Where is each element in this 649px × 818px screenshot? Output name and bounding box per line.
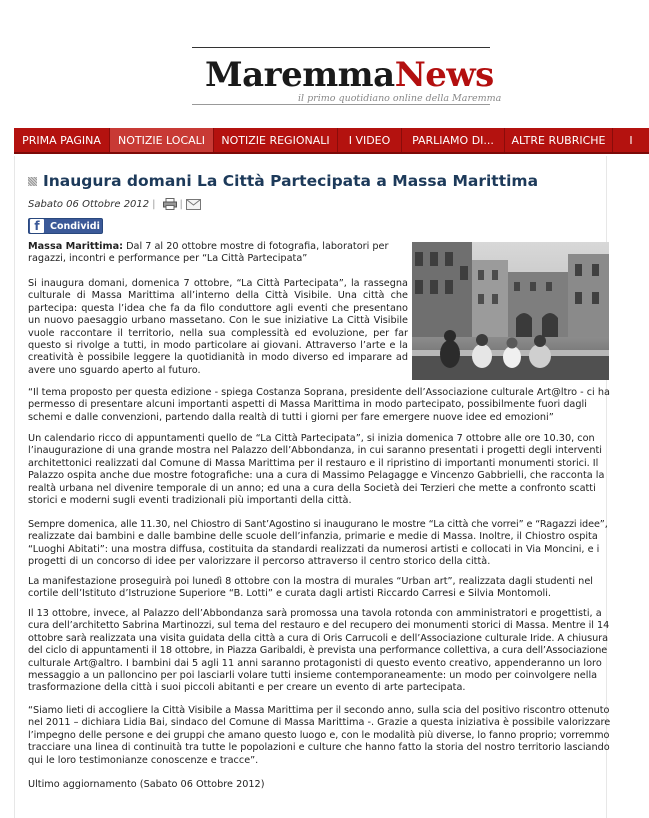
paragraph-line: culturale di Massa Marittima all’interno della Città Visibile. Una città che: [28, 290, 408, 302]
article-heading: [28, 172, 538, 190]
lead-line: ragazzi, incontri e performance per “La Città Partecipata”: [28, 253, 308, 265]
nav-item-prima-pagina[interactable]: PRIMA PAGINA: [14, 128, 110, 152]
nav-item-notizie-locali[interactable]: NOTIZIE LOCALI: [110, 128, 214, 152]
paragraph-line: l’inaugurazione di una grande mostra nel Palazzo dell’Abbondanza, in cui saranno presentati i progetti degli interventi: [28, 445, 602, 457]
paragraph-line: ottobre sarà realizzata una visita guidata della città a cura di Oris Carrucoli e dell’Associazione culturale Iride. A chiusura: [28, 632, 608, 644]
paragraph-line: tracciare una linea di continuità tra tutte le popolazioni e culture che hanno fatto la storia del nostro territorio lasciando: [28, 742, 610, 754]
article-meta: [28, 198, 201, 210]
main-navigation: [14, 128, 649, 154]
paragraph-line: qui le loro testimonianze conoscenze e tracce”.: [28, 754, 259, 766]
paragraph-line: cortile dell’Istituto d’Istruzione Superiore “B. Lotti” e curata dagli artisti Riccardo Carresi e Silvia Montomoli.: [28, 588, 551, 600]
paragraph-line: realizzate dai bambini e dalle bambine delle scuole dell’infanzia, primarie e medie di Massa. Inoltre, il Chiostro ospita: [28, 531, 598, 543]
paragraph-line: partecipa: questa l’idea che fa da filo conduttore agli eventi che presentano: [28, 302, 408, 314]
last-updated-text: Ultimo aggiornamento (Sabato 06 Ottobre 2012): [28, 779, 265, 790]
paragraph-line: messaggio a un palloncino per poi lasciarli volare tutti insieme contemporaneamente: un modo per coinvolgere nella: [28, 670, 598, 682]
article-lead: [28, 241, 408, 266]
square-bullet-icon: [28, 177, 37, 186]
nav-item-more[interactable]: I: [629, 133, 633, 147]
article-date: Sabato 06 Ottobre 2012: [28, 198, 150, 210]
printer-icon[interactable]: [163, 198, 177, 210]
share-button-label: Condividi: [50, 220, 100, 232]
email-icon[interactable]: [186, 199, 201, 210]
paragraph-line: Il 13 ottobre, invece, al Palazzo dell’Abbondanza sarà promossa una tavola rotonda con amministratori e progettisti, a: [28, 608, 602, 619]
paragraph-line: un nuovo paesaggio urbano massetano. Con le sue iniziative La Città Visibile: [28, 315, 408, 327]
site-tagline: il primo quotidiano online della Maremma: [298, 93, 502, 104]
paragraph-line: l’impegno delle persone e dei gruppi che amano questo luogo e, con le modalità più diverse, lo fanno proprio; vorremmo: [28, 729, 610, 741]
logo-text-news: News: [394, 55, 494, 95]
paragraph-line: “Luoghi Abitati”: una mostra diffusa, costituita da standardi realizzati da numerosi artisti e collocati in Via Moncini, e i: [28, 543, 600, 555]
paragraph-line: “Siamo lieti di accogliere la Città Visibile a Massa Marittima per il secondo anno, sulla scia del positivo riscontro ottenuto: [28, 705, 610, 716]
paragraph-line: architettonici realizzati dal Comune di Massa Marittima per il restauro e il ripristino di importanti monumenti storici. Il: [28, 457, 599, 469]
paragraph-line: Si inaugura domani, domenica 7 ottobre, “La Città Partecipata”, la rassegna: [28, 278, 408, 289]
paragraph-line: del ciclo di appuntamenti il 18 ottobre, in Piazza Garibaldi, è prevista una performance collettiva, a cura dell’Associazione: [28, 645, 608, 657]
facebook-share-button[interactable]: [28, 218, 103, 234]
nav-item-altre-rubriche[interactable]: ALTRE RUBRICHE: [505, 128, 613, 152]
paragraph-line: creatività è possibile leggere la quotidianità in modo diverso ed imparare ad: [28, 352, 408, 364]
paragraph-line: cura dell’architetto Sabrina Martinozzi, sul tema del restauro e del recupero dei monumenti storici di Massa. Mentre il 14: [28, 620, 610, 632]
paragraph-line: Un calendario ricco di appuntamenti quello de “La Città Partecipata”, si inizia domenica 7 ottobre alle ore 10.30, con: [28, 433, 595, 444]
nav-item-video[interactable]: I VIDEO: [338, 128, 402, 152]
paragraph-6: [28, 608, 610, 695]
paragraph-line: culturale Art@altro. I bambini dai 5 agli 11 anni saranno protagonisti di questo evento creativo, appenderanno un loro: [28, 657, 602, 669]
paragraph-2: [28, 387, 610, 424]
paragraph-line: questo si rivolge a tutti, in modo particolare ai giovani. Attraverso l’arte e la: [28, 340, 408, 352]
piazza-photo-illustration: [412, 242, 609, 380]
separator: |: [152, 198, 156, 210]
paragraph-line: avere uno sguardo aperto al futuro.: [28, 364, 201, 376]
nav-item-notizie-regionali[interactable]: NOTIZIE REGIONALI: [214, 128, 338, 152]
logo-rule-bottom: [192, 104, 490, 105]
paragraph-3: [28, 433, 610, 507]
nav-item-parliamo-di[interactable]: PARLIAMO DI...: [402, 128, 505, 152]
paragraph-5: [28, 576, 610, 601]
paragraph-line: “Il tema proposto per questa edizione - spiega Costanza Soprana, presidente dell’Associazione culturale Art@ltro - ci ha: [28, 387, 610, 398]
lead-line: Dal 7 al 20 ottobre mostre di fotografia, laboratori per: [126, 241, 389, 252]
logo-text-maremma: Maremma: [205, 55, 395, 95]
site-header: [0, 0, 649, 128]
paragraph-line: nel 2011 – dichiara Lidia Bai, sindaco del Comune di Massa Marittima -. Grazie a questa iniziativa è possibile valorizzare: [28, 717, 611, 729]
paragraph-line: trasformazione della città i suoi piccoli abitanti e per creare un evento di arte partecipata.: [28, 682, 466, 694]
last-updated: [28, 779, 428, 791]
article-photo: [412, 242, 609, 380]
paragraph-line: permesso di presentare alcuni importanti aspetti di Massa Marittima in modo partecipato, possibilmente fuori dagli: [28, 399, 587, 411]
paragraph-line: vuole raccontare il territorio, nella sua complessità ed evoluzione, per far: [28, 327, 408, 339]
paragraph-line: realtà urbana nel divenire temporale di un anno; ed una a cura della Società dei Terzieri che mette a confronto scatti: [28, 482, 596, 494]
paragraph-line: La manifestazione proseguirà poi lunedì 8 ottobre con la mostra di murales “Urban art”, realizzata dagli studenti nel: [28, 576, 593, 587]
paragraph-line: storici e moderni sugli eventi tradizionali più importanti della città.: [28, 495, 352, 507]
paragraph-line: Sempre domenica, alle 11.30, nel Chiostro di Sant’Agostino si inaugurano le mostre “La città che vorrei” e “Ragazzi idee”,: [28, 519, 608, 530]
paragraph-1: [28, 278, 408, 377]
paragraph-7: [28, 705, 610, 767]
separator: |: [179, 198, 183, 210]
paragraph-line: Palazzo ospita anche due mostre fotografiche: una a cura di Massimo Pelagagge e Vincenzo Gabbrielli, che racconta la: [28, 470, 605, 482]
paragraph-4: [28, 519, 610, 569]
paragraph-line: schemi e dalle convenzioni, partendo dalla realtà di tutti i giorni per fare emergere nuove idee ed emozioni”: [28, 411, 554, 423]
paragraph-line: progetti di un concorso di idee per valorizzare il percorso attraverso il centro storico della città.: [28, 556, 491, 568]
logo-rule-top: [192, 47, 490, 48]
site-logo[interactable]: [205, 55, 494, 95]
article-title[interactable]: Inaugura domani La Città Partecipata a Massa Marittima: [43, 172, 539, 190]
lead-place: Massa Marittima:: [28, 241, 123, 252]
facebook-icon: f: [30, 219, 44, 233]
